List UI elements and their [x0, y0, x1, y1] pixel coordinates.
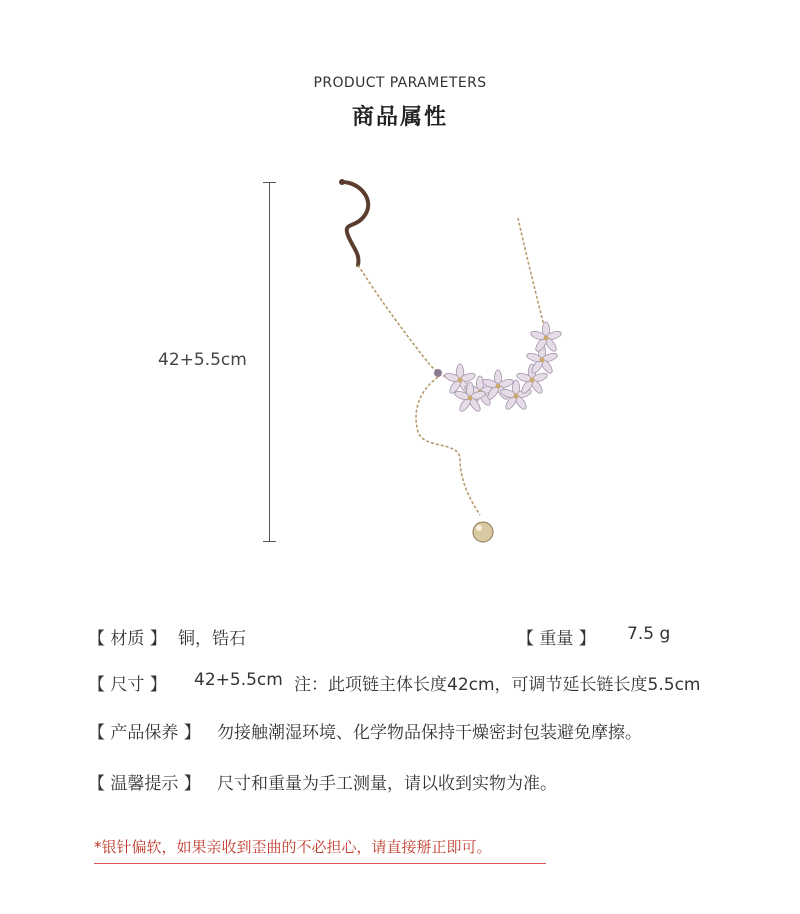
footer-note-text: *银针偏软，如果亲收到歪曲的不必担心，请直接掰正即可。 [94, 838, 492, 856]
dimension-label: 42+5.5cm [158, 350, 247, 370]
weight-label: 【 重量 】 [517, 629, 596, 649]
header-title-en: PRODUCT PARAMETERS [313, 75, 487, 91]
care-value: 勿接触潮湿环境、化学物品保持干燥密封包装避免摩擦。 [217, 723, 642, 743]
necklace-photo [320, 170, 580, 560]
footer-note-underline [94, 863, 546, 864]
spec-row-material [0, 624, 800, 648]
header-title-cn: 商品属性 [351, 105, 448, 130]
spec-row-size [0, 670, 800, 694]
material-value: 铜，锆石 [178, 629, 246, 649]
size-label: 【 尺寸 】 [88, 675, 167, 695]
spec-row-tip [0, 769, 800, 793]
size-value: 42+5.5cm [194, 670, 283, 690]
dimension-cap-bottom [263, 541, 276, 542]
tip-value: 尺寸和重量为手工测量，请以收到实物为准。 [217, 774, 557, 794]
dimension-cap-top [263, 182, 276, 183]
weight-value: 7.5 g [627, 624, 671, 644]
spec-row-care [0, 718, 800, 742]
care-label: 【 产品保养 】 [88, 723, 201, 743]
dimension-line [269, 182, 270, 541]
size-note: 注：此项链主体长度42cm，可调节延长链长度5.5cm [294, 675, 701, 695]
footer-note [94, 836, 546, 864]
tip-label: 【 温馨提示 】 [88, 774, 201, 794]
material-label: 【 材质 】 [88, 629, 167, 649]
